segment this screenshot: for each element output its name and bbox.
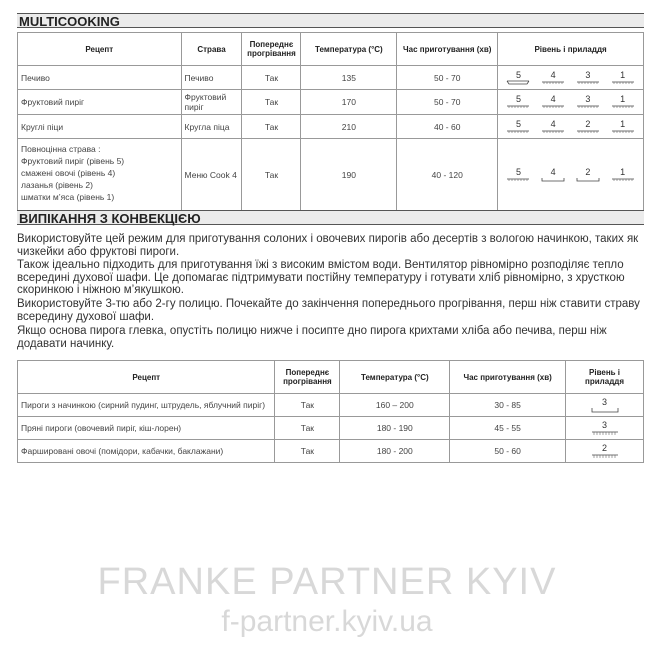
intro-paragraph: Використовуйте 3-тю або 2-гу полицю. Почекайте до закінчення попереднього прогрівання, перш ніж ставити страву всередину духової шафи.	[17, 298, 640, 323]
recipe-cell: Фруктовий пиріг	[18, 90, 182, 115]
rack-icon	[611, 129, 635, 134]
rack-icon	[576, 104, 600, 109]
temperature-cell: 170	[301, 90, 397, 115]
rack-icon	[611, 177, 635, 182]
time-cell: 30 - 85	[450, 394, 566, 417]
recipe-line: лазанья (рівень 2)	[21, 180, 93, 190]
shelf-level	[506, 120, 530, 134]
temperature-cell: 135	[301, 66, 397, 90]
shelf-level	[576, 120, 600, 134]
rack-icon	[506, 177, 530, 182]
shelf-level	[541, 168, 565, 182]
column-header: Час приготування (хв)	[450, 361, 566, 394]
shelf-level	[593, 421, 617, 436]
shelf-levels	[501, 71, 640, 85]
shelf-level-number: 1	[620, 69, 626, 80]
dish-cell: Кругла піца	[181, 115, 242, 139]
column-header: Попереднє прогрівання	[275, 361, 340, 394]
preheat-cell: Так	[275, 417, 340, 440]
pan-icon	[591, 407, 619, 413]
dish-cell: Печиво	[181, 66, 242, 90]
levels-cell	[566, 394, 644, 417]
time-cell: 40 - 120	[397, 139, 498, 212]
intro-paragraph: Використовуйте цей режим для приготування солоних і овочевих пирогів або десертів з вологою начинкою, таких як чизкейки або фруктові пироги.	[17, 233, 639, 258]
rack-icon	[576, 129, 600, 134]
shelf-level	[576, 71, 600, 85]
recipe-name: Фаршировані овочі	[21, 446, 97, 456]
recipe-cell	[18, 440, 275, 463]
rack-icon	[506, 129, 530, 134]
shelf-level	[506, 95, 530, 109]
shelf-levels	[501, 120, 640, 134]
shelf-level-number: 4	[550, 69, 556, 80]
pan-icon	[576, 177, 600, 182]
shelf-level-number: 4	[550, 118, 556, 129]
preheat-cell: Так	[275, 440, 340, 463]
column-header: Рецепт	[18, 361, 275, 394]
levels-cell	[566, 440, 644, 463]
levels-cell	[566, 417, 644, 440]
shelf-level	[611, 168, 635, 182]
column-header: Попереднє прогрівання	[242, 33, 301, 66]
recipe-line: шматки м’яса (рівень 1)	[21, 192, 115, 202]
shelf-level	[593, 444, 617, 459]
time-cell: 45 - 55	[450, 417, 566, 440]
multicooking-table	[17, 32, 644, 212]
intro-paragraph: Також ідеально підходить для приготування їжі з високим вмістом води. Вентилятор рівномірно розподіляє тепло всередині духової шафи. Це допомагає підтримувати постійну температуру і готувати хліб рівномірно, з хрусткою скоринкою і ніжною м’якушкою.	[17, 259, 625, 297]
recipe-cell	[18, 139, 182, 212]
preheat-cell: Так	[275, 394, 340, 417]
shelf-level-number: 5	[515, 94, 521, 104]
column-header: Температура (°C)	[340, 361, 450, 394]
preheat-cell: Так	[242, 139, 301, 212]
shelf-level	[611, 71, 635, 85]
rack-icon	[506, 104, 530, 109]
column-header: Рівень і приладдя	[498, 33, 644, 66]
column-header: Температура (°C)	[301, 33, 397, 66]
shelf-level	[576, 168, 600, 182]
temperature-cell: 210	[301, 115, 397, 139]
time-cell: 50 - 70	[397, 90, 498, 115]
rack-icon	[541, 80, 565, 85]
shelf-level-number: 5	[515, 118, 521, 129]
watermark-title: FRANKE PARTNER KYIV	[97, 561, 557, 603]
recipe-line: смажені овочі (рівень 4)	[21, 168, 116, 178]
table-header-row	[18, 33, 644, 66]
recipe-name: Пироги з начинкою	[21, 400, 96, 410]
intro-paragraph: Якщо основа пирога глевка, опустіть полицю нижче і посипте дно пирога крихтами хліба або печива, перш ніж додавати начинку.	[17, 325, 607, 350]
tray-icon	[506, 80, 530, 85]
table-row	[18, 90, 644, 115]
dish-cell: Фруктовий пиріг	[181, 90, 242, 115]
shelf-level	[541, 120, 565, 134]
shelf-level-number: 4	[550, 94, 556, 104]
shelf-level	[576, 95, 600, 109]
temperature-cell: 190	[301, 139, 397, 212]
recipe-cell	[18, 417, 275, 440]
time-cell: 50 - 70	[397, 66, 498, 90]
recipe-line: Повноцінна страва :	[21, 144, 101, 154]
watermark-url: f-partner.kyiv.ua	[221, 605, 433, 638]
temperature-cell: 180 - 190	[340, 417, 450, 440]
recipe-line: Фруктовий пиріг (рівень 5)	[21, 156, 125, 166]
column-header: Час приготування (хв)	[397, 33, 498, 66]
shelf-level-number: 5	[515, 167, 521, 177]
shelf-level-number: 1	[620, 118, 626, 129]
recipe-cell	[18, 394, 275, 417]
preheat-cell: Так	[242, 115, 301, 139]
shelf-level	[506, 168, 530, 182]
recipe-detail: (помідори, кабачки, баклажани)	[96, 446, 224, 456]
recipe-cell: Круглі піци	[18, 115, 182, 139]
table-row	[18, 66, 644, 90]
recipe-detail: (овочевий пиріг, кіш-лорен)	[71, 423, 182, 433]
rack-icon	[611, 104, 635, 109]
table-row	[18, 417, 644, 440]
rack-icon	[591, 453, 619, 459]
preheat-cell: Так	[242, 90, 301, 115]
temperature-cell: 160 – 200	[340, 394, 450, 417]
rack-icon	[576, 80, 600, 85]
shelf-level-number: 2	[585, 167, 591, 177]
shelf-level-number: 3	[585, 94, 591, 104]
table-row	[18, 115, 644, 139]
table-row	[18, 139, 644, 212]
shelf-level-number: 1	[620, 167, 626, 177]
table-header-row	[18, 361, 644, 394]
section-heading-multicooking: MULTICOOKING	[17, 13, 644, 28]
column-header: Страва	[181, 33, 242, 66]
rack-icon	[611, 80, 635, 85]
rack-icon	[541, 129, 565, 134]
time-cell: 40 - 60	[397, 115, 498, 139]
temperature-cell: 180 - 200	[340, 440, 450, 463]
recipe-detail: (сирний пудинг, штрудель, яблучний пиріг)	[95, 400, 266, 410]
table-row	[18, 394, 644, 417]
levels-cell	[498, 115, 644, 139]
shelf-level	[506, 71, 530, 85]
recipe-name: Пряні пироги	[21, 423, 72, 433]
shelf-level-number: 4	[550, 167, 556, 177]
shelf-level	[541, 71, 565, 85]
shelf-level	[611, 120, 635, 134]
convection-table	[17, 360, 644, 463]
shelf-levels	[501, 95, 640, 109]
recipe-cell: Печиво	[18, 66, 182, 90]
dish-cell: Меню Cook 4	[181, 139, 242, 212]
rack-icon	[591, 430, 619, 436]
shelf-level-number: 3	[585, 69, 591, 80]
levels-cell	[498, 139, 644, 212]
shelf-level-number: 5	[515, 69, 521, 80]
levels-cell	[498, 90, 644, 115]
pan-icon	[541, 177, 565, 182]
shelf-levels	[501, 168, 640, 182]
shelf-level-number: 2	[585, 118, 591, 129]
rack-icon	[541, 104, 565, 109]
column-header: Рівень і приладдя	[566, 361, 644, 394]
shelf-level	[541, 95, 565, 109]
shelf-level-number: 3	[602, 397, 608, 407]
time-cell: 50 - 60	[450, 440, 566, 463]
table-row	[18, 440, 644, 463]
shelf-level	[593, 398, 617, 413]
levels-cell	[498, 66, 644, 90]
shelf-level	[611, 95, 635, 109]
shelf-level-number: 1	[620, 94, 626, 104]
column-header: Рецепт	[18, 33, 182, 66]
section-heading-convection: ВИПІКАННЯ З КОНВЕКЦІЄЮ	[17, 210, 644, 225]
shelf-level-number: 3	[602, 420, 608, 430]
shelf-level-number: 2	[602, 443, 608, 453]
preheat-cell: Так	[242, 66, 301, 90]
